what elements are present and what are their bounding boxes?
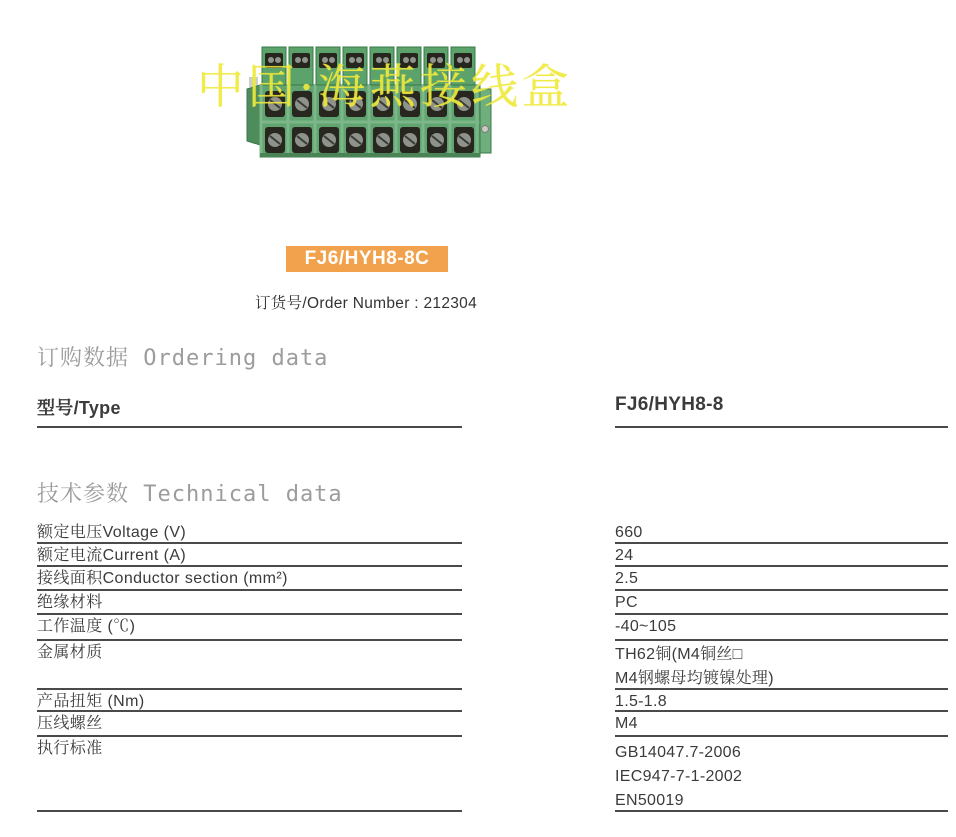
technical-table [37,521,948,812]
end-screw [482,126,489,133]
table-row-voltage [37,521,948,544]
table-row-torque [37,690,948,712]
table-row-standards [37,737,948,812]
row-value: M4 [615,715,638,732]
table-row-working-temperature [37,615,948,641]
row-value-line: IEC947-7-1-2002 [615,768,743,785]
order-number: 订货号/Order Number : 212304 [255,295,478,312]
row-label: 执行标准 [37,737,462,812]
row-label: 接线面积Conductor section (mm²) [37,567,462,591]
row-label: 工作温度 (℃) [37,615,462,641]
table-row-metal-material [37,641,948,690]
row-label: 额定电流Current (A) [37,544,462,567]
row-value-line: M4钢螺母均镀镍处理) [615,670,774,687]
row-value: 24 [615,547,634,564]
row-label: 绝缘材料 [37,591,462,615]
row-value: 2.5 [615,570,639,587]
row-value-line: EN50019 [615,792,684,809]
row-value: -40~105 [615,618,677,635]
table-row-current [37,544,948,567]
bottom-shadow [260,153,480,157]
row-value: 1.5-1.8 [615,693,667,710]
table-row-clamping-screw [37,712,948,737]
row-value: PC [615,594,638,611]
row-label: 压线螺丝 [37,712,462,737]
type-value: FJ6/HYH8-8 [615,392,948,428]
ordering-data-heading: 订购数据 Ordering data [37,346,329,371]
type-label: 型号/Type [37,392,462,428]
column-gap [462,392,615,428]
table-row-insulation-material [37,591,948,615]
model-badge: FJ6/HYH8-8C [286,246,448,272]
technical-data-heading: 技术参数 Technical data [37,482,343,507]
brand-watermark: 中国·海燕接线盒 [197,60,573,115]
type-row [37,392,948,428]
row-value: 660 [615,524,643,541]
row-label: 额定电压Voltage (V) [37,521,462,544]
row-value-line: TH62铜(M4铜丝□ [615,646,743,663]
row-label: 产品扭矩 (Nm) [37,690,462,712]
row-value-line: GB14047.7-2006 [615,744,742,761]
table-row-conductor-section [37,567,948,591]
row-label: 金属材质 [37,641,462,690]
